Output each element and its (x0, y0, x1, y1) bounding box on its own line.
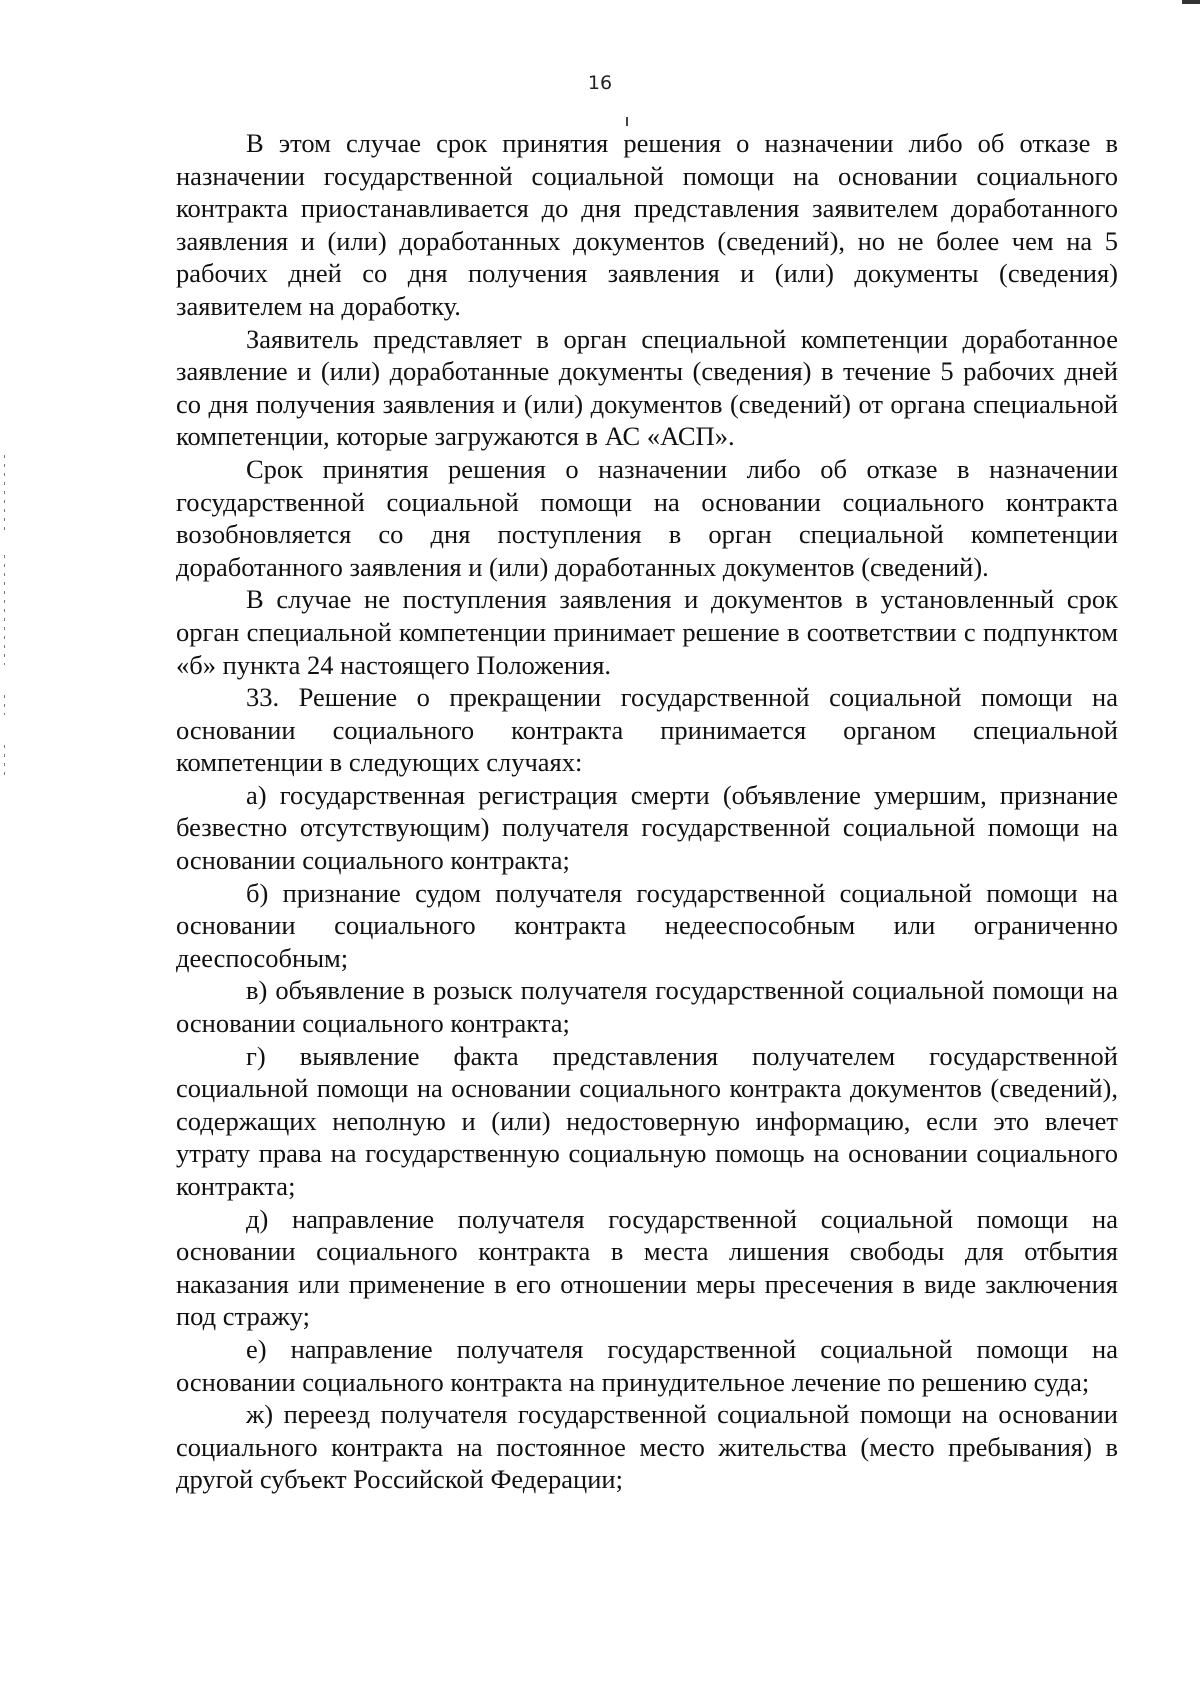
subclause-g: г) выявление факта представления получателем государственной социальной помощи на основании социального контракта документов (сведений), содержащих неполную и (или) недостоверную информацию, если это влечет утрату права на государственную социальную помощь на основании социального контракта; (176, 1040, 1118, 1201)
scan-margin-specks (4, 555, 5, 665)
subclause-e: е) направление получателя государственной социальной помощи на основании социального контракта на принудительное лечение по решению суда; (176, 1333, 1118, 1397)
paragraph-suspension-term: В этом случае срок принятия решения о назначении либо об отказе в назначении государственной социальной помощи на основании социального контракта приостанавливается до дня представления заявителем доработанного заявления и (или) доработанных документов (сведений), но не более чем на 5 рабочих дней со дня получения заявления и (или) документы (сведения) заявителем на доработку. (176, 128, 1118, 321)
subclause-b: б) признание судом получателя государственной социальной помощи на основании социального контракта недееспособным или ограниченно дееспособным; (176, 877, 1118, 973)
subclause-a: а) государственная регистрация смерти (объявление умершим, признание безвестно отсутствующим) получателя государственной социальной помощи на основании социального контракта; (176, 779, 1118, 876)
subclause-zh: ж) переезд получателя государственной социальной помощи на основании социального контракта на постоянное место жительства (место пребывания) в другой субъект Российской Федерации; (176, 1399, 1118, 1495)
paragraph-term-resumed: Срок принятия решения о назначении либо об отказе в назначении государственной социальной помощи на основании социального контракта возобновляется со дня поступления в орган специальной компетенции доработанного заявления и (или) доработанных документов (сведений). (176, 453, 1118, 582)
paragraph-non-receipt: В случае не поступления заявления и документов в установленный срок орган специальной компетенции принимает решение в соответствии с подпунктом «б» пункта 24 настоящего Положения. (176, 584, 1118, 680)
document-body (176, 127, 1118, 1496)
subclause-v: в) объявление в розыск получателя государственной социальной помощи на основании социального контракта; (176, 975, 1118, 1039)
page-number: 16 (587, 72, 613, 94)
scan-tick-mark (626, 117, 628, 126)
scan-margin-specks (4, 745, 5, 775)
clause-33: 33. Решение о прекращении государственной социальной помощи на основании социального контракта принимается органом специальной компетенции в следующих случаях: (176, 682, 1118, 778)
paragraph-applicant-submits: Заявитель представляет в орган специальной компетенции доработанное заявление и (или) доработанные документы (сведения) в течение 5 рабочих дней со дня получения заявления и (или) документов (сведений) от органа специальной компетенции, которые загружаются в АС «АСП». (176, 323, 1118, 452)
scan-corner-mark (1182, 0, 1200, 4)
scan-margin-specks (4, 455, 5, 535)
scan-margin-specks (4, 695, 5, 715)
subclause-d: д) направление получателя государственной социальной помощи на основании социального контракта в места лишения свободы для отбытия наказания или применение в его отношении меры пресечения в виде заключения под стражу; (176, 1203, 1118, 1332)
